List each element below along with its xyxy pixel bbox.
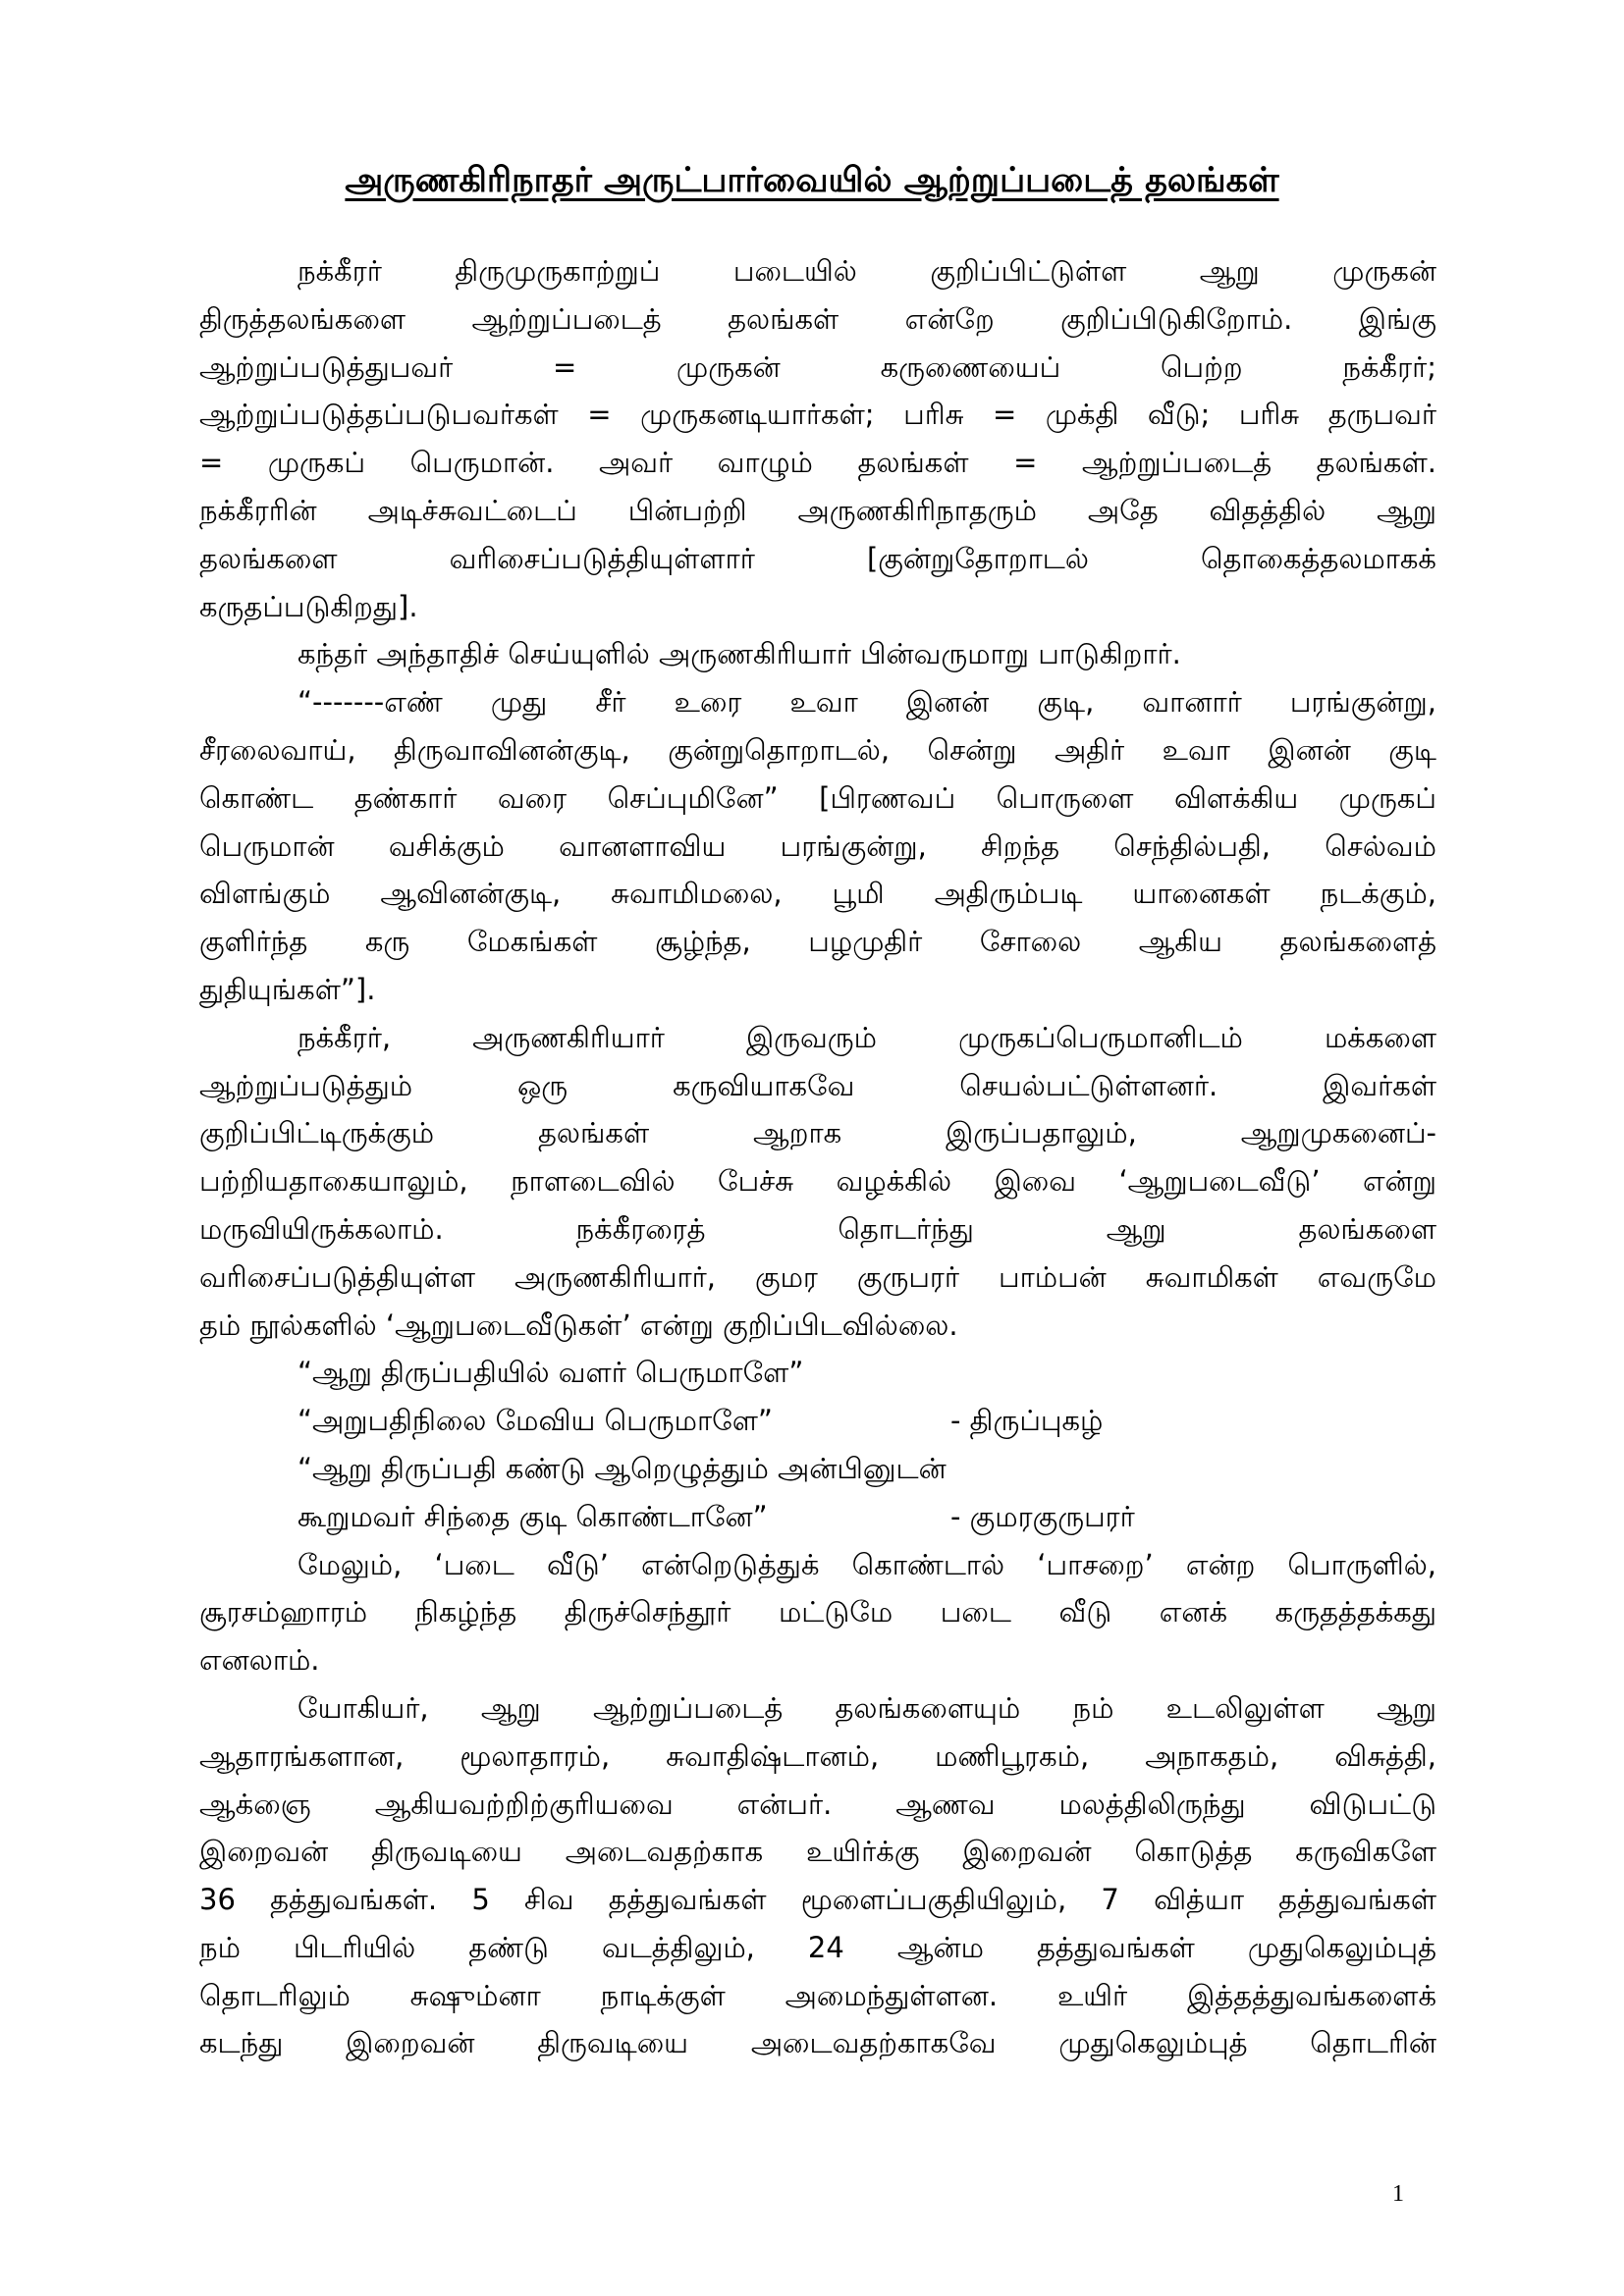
verse-line <box>199 1397 1436 1445</box>
text-line: நக்கீரரின் அடிச்சுவட்டைப் பின்பற்றி அருணகிரிநாதரும் அதே விதத்தில் ஆறு <box>199 493 1436 527</box>
verse-text: “அறுபதிநிலை மேவிய பெருமாளே” <box>298 1404 773 1438</box>
text-line: ஆற்றுப்படுத்தப்படுபவர்கள் = முருகனடியார்கள்; பரிசு = முக்தி வீடு; பரிசு தருபவர் <box>199 398 1436 432</box>
text-line: வரிசைப்படுத்தியுள்ள அருணகிரியார், குமர குருபரர் பாம்பன் சுவாமிகள் எவருமே <box>199 1259 1436 1294</box>
text-line: ஆற்றுப்படுத்துபவர் = முருகன் கருணையைப் பெற்ற நக்கீரர்; <box>199 349 1436 384</box>
text-line: விளங்கும் ஆவினன்குடி, சுவாமிமலை, பூமி அதிரும்படி யானைகள் நடக்கும், <box>199 877 1436 911</box>
text-line: யோகியர், ஆறு ஆற்றுப்படைத் தலங்களையும் நம் உடலிலுள்ள ஆறு <box>298 1690 1436 1725</box>
text-line: கடந்து இறைவன் திருவடியை அடைவதற்காகவே முதுகெலும்புத் தொடரின் <box>199 2026 1436 2060</box>
text-line: கருதப்படுகிறது]. <box>199 589 418 623</box>
verse-text: “ஆறு திருப்பதி கண்டு ஆறெழுத்தும் அன்பினுடன் <box>298 1451 947 1485</box>
verse-attribution: - குமரகுருபரர் <box>950 1499 1135 1533</box>
text-line: = முருகப் பெருமான். அவர் வாழும் தலங்கள் = ஆற்றுப்படைத் தலங்கள். <box>199 446 1436 480</box>
verse-attribution: - திருப்புகழ் <box>950 1404 1104 1438</box>
verse-line <box>199 1445 1436 1493</box>
text-line: 36 தத்துவங்கள். 5 சிவ தத்துவங்கள் மூளைப்பகுதியிலும், 7 வித்யா தத்துவங்கள் <box>199 1883 1436 1917</box>
text-line: பற்றியதாகையாலும், நாளடைவில் பேச்சு வழக்கில் இவை ‘ஆறுபடைவீடு’ என்று <box>199 1164 1436 1199</box>
text-line: மேலும், ‘படை வீடு’ என்றெடுத்துக் கொண்டால் ‘பாசறை’ என்ற பொருளில், <box>298 1547 1436 1581</box>
text-line: ஆக்ஞை ஆகியவற்றிற்குரியவை என்பர். ஆணவ மலத்திலிருந்து விடுபட்டு <box>199 1787 1436 1821</box>
text-line: சீரலைவாய், திருவாவினன்குடி, குன்றுதொறாடல், சென்று அதிர் உவா இனன் குடி <box>199 732 1436 767</box>
text-line: “-------எண் முது சீர் உரை உவா இனன் குடி, வானார் பரங்குன்று, <box>298 685 1436 720</box>
text-line: துதியுங்கள்”]. <box>199 972 376 1006</box>
text-line: குறிப்பிட்டிருக்கும் தலங்கள் ஆறாக இருப்பதாலும், ஆறுமுகனைப்- <box>199 1116 1436 1150</box>
document-body <box>199 247 1436 2067</box>
text-line: எனலாம். <box>199 1643 320 1678</box>
text-line: ஆதாரங்களான, மூலாதாரம், சுவாதிஷ்டானம், மணிபூரகம், அநாகதம், விசுத்தி, <box>199 1738 1436 1773</box>
text-line: தொடரிலும் சுஷும்னா நாடிக்குள் அமைந்துள்ளன. உயிர் இத்தத்துவங்களைக் <box>199 1978 1436 2012</box>
text-line: கந்தர் அந்தாதிச் செய்யுளில் அருணகிரியார் பின்வருமாறு பாடுகிறார். <box>298 637 1181 671</box>
text-line: குளிர்ந்த கரு மேகங்கள் சூழ்ந்த, பழமுதிர் சோலை ஆகிய தலங்களைத் <box>199 925 1436 959</box>
text-line: நம் பிடரியில் தண்டு வடத்திலும், 24 ஆன்ம தத்துவங்கள் முதுகெலும்புத் <box>199 1930 1436 1964</box>
verse-text: கூறுமவர் சிந்தை குடி கொண்டானே” <box>298 1499 768 1533</box>
verse-line <box>199 1493 1436 1541</box>
text-line: நக்கீரர், அருணகிரியார் இருவரும் முருகப்பெருமானிடம் மக்களை <box>298 1020 1436 1054</box>
page-number: 1 <box>1392 2181 1404 2207</box>
text-line: இறைவன் திருவடியை அடைவதற்காக உயிர்க்கு இறைவன் கொடுத்த கருவிகளே <box>199 1835 1436 1869</box>
verse-text: “ஆறு திருப்பதியில் வளர் பெருமாளே” <box>298 1356 804 1390</box>
text-line: மருவியிருக்கலாம். நக்கீரரைத் தொடர்ந்து ஆறு தலங்களை <box>199 1211 1436 1246</box>
text-line: சூரசம்ஹாரம் நிகழ்ந்த திருச்செந்தூர் மட்டுமே படை வீடு எனக் கருதத்தக்கது <box>199 1595 1436 1629</box>
verse-line <box>199 1349 1436 1397</box>
text-line: தலங்களை வரிசைப்படுத்தியுள்ளார் [குன்றுதோறாடல் தொகைத்தலமாகக் <box>199 541 1436 575</box>
text-line: தம் நூல்களில் ‘ஆறுபடைவீடுகள்’ என்று குறிப்பிடவில்லை. <box>199 1308 958 1342</box>
text-line: திருத்தலங்களை ஆற்றுப்படைத் தலங்கள் என்றே குறிப்பிடுகிறோம். இங்கு <box>199 301 1436 336</box>
page-title: அருணகிரிநாதர் அருட்பார்வையில் ஆற்றுப்படைத் தலங்கள் <box>345 161 1279 200</box>
text-line: பெருமான் வசிக்கும் வானளாவிய பரங்குன்று, சிறந்த செந்தில்பதி, செல்வம் <box>199 828 1436 863</box>
text-line: கொண்ட தண்கார் வரை செப்புமினே” [பிரணவப் பொருளை விளக்கிய முருகப் <box>199 780 1436 815</box>
text-line: நக்கீரர் திருமுருகாற்றுப் படையில் குறிப்பிட்டுள்ள ஆறு முருகன் <box>298 254 1436 288</box>
text-line: ஆற்றுப்படுத்தும் ஒரு கருவியாகவே செயல்பட்டுள்ளனர். இவர்கள் <box>199 1068 1436 1102</box>
